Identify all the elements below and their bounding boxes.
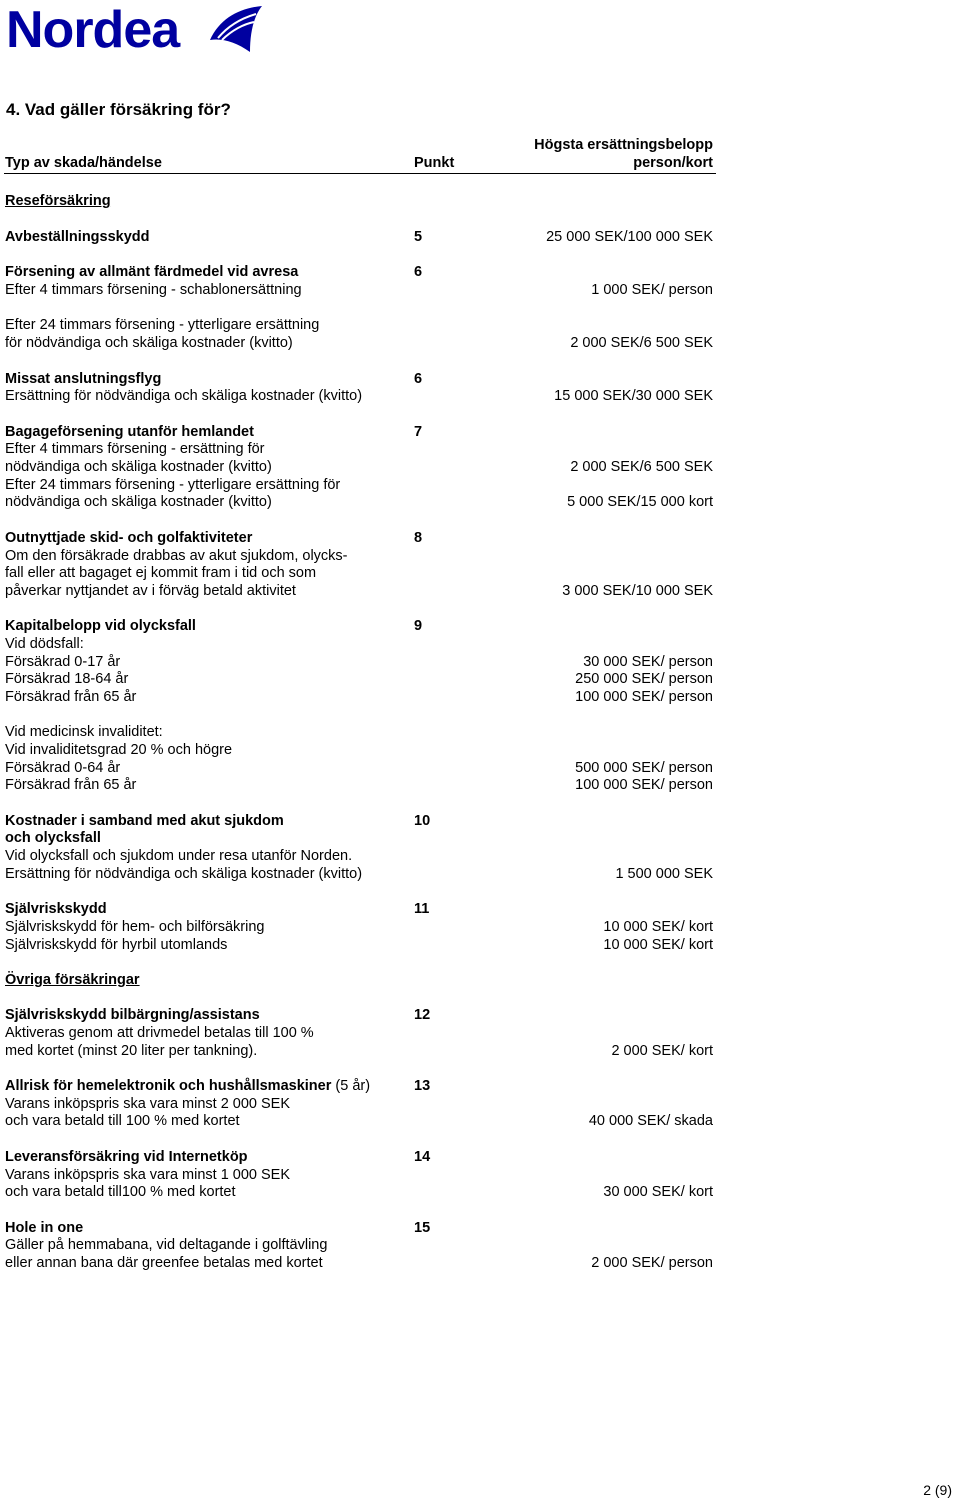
row-amount: 30 000 SEK/ kort (603, 1184, 713, 1200)
row-label: Varans inköpspris ska vara minst 1 000 SEK (5, 1167, 291, 1183)
nordea-logo (6, 1, 262, 59)
row-point: 9 (414, 618, 423, 634)
row-point: 15 (414, 1220, 431, 1236)
row-amount: 500 000 SEK/ person (575, 760, 713, 776)
row-amount: 25 000 SEK/100 000 SEK (546, 229, 713, 245)
row-amount: 1 500 000 SEK (615, 866, 713, 882)
row-label: Ersättning för nödvändiga och skäliga kostnader (kvitto) (5, 866, 363, 882)
row-amount: 10 000 SEK/ kort (603, 919, 713, 935)
row-amount: 10 000 SEK/ kort (603, 937, 713, 953)
row-label: påverkar nyttjandet av i förväg betald aktivitet (5, 583, 296, 599)
row-label: Försening av allmänt färdmedel vid avresa (5, 264, 299, 280)
row-label: och olycksfall (5, 830, 101, 846)
row-amount: 40 000 SEK/ skada (588, 1113, 713, 1129)
row-amount: 2 000 SEK/ person (591, 1255, 713, 1271)
row-point: 6 (414, 264, 423, 280)
row-label: Vid medicinsk invaliditet: (5, 724, 163, 740)
row-label: Efter 4 timmars försening - ersättning för (5, 441, 265, 457)
row-amount: 2 000 SEK/ kort (611, 1043, 713, 1059)
row-label: Efter 24 timmars försening - ytterligare ersättning för (5, 477, 341, 493)
row-point: 6 (414, 371, 423, 387)
row-label: Outnyttjade skid- och golfaktiviteter (5, 530, 253, 546)
group-heading-travel: Reseförsäkring (5, 193, 111, 209)
row-point: 5 (414, 229, 423, 245)
header-amount-line2: person/kort (633, 155, 713, 171)
row-label: med kortet (minst 20 liter per tankning). (5, 1043, 258, 1059)
row-amount: 3 000 SEK/10 000 SEK (562, 583, 713, 599)
logo-sail-icon (206, 4, 264, 54)
row-label: och vara betald till 100 % med kortet (5, 1113, 240, 1129)
row-label: Vid dödsfall: (5, 636, 84, 652)
row-amount: 100 000 SEK/ person (575, 777, 713, 793)
row-label: Aktiveras genom att drivmedel betalas till 100 % (5, 1025, 314, 1041)
row-label: Försäkrad från 65 år (5, 777, 137, 793)
row-label: Bagageförsening utanför hemlandet (5, 424, 254, 440)
row-label: Kostnader i samband med akut sjukdom (5, 813, 284, 829)
row-label: för nödvändiga och skäliga kostnader (kvitto) (5, 335, 293, 351)
row-label: Ersättning för nödvändiga och skäliga kostnader (kvitto) (5, 388, 363, 404)
row-label: Vid olycksfall och sjukdom under resa utanför Norden. (5, 848, 353, 864)
row-point: 8 (414, 530, 423, 546)
row-amount: 1 000 SEK/ person (591, 282, 713, 298)
header-amount-line1: Högsta ersättningsbelopp (534, 137, 713, 153)
row-label: Försäkrad från 65 år (5, 689, 137, 705)
row-amount: 15 000 SEK/30 000 SEK (554, 388, 713, 404)
row-amount: 5 000 SEK/15 000 kort (567, 494, 713, 510)
row-label: Efter 4 timmars försening - schablonersättning (5, 282, 302, 298)
row-point: 14 (414, 1149, 431, 1165)
row-label: eller annan bana där greenfee betalas med kortet (5, 1255, 323, 1271)
row-label: Om den försäkrade drabbas av akut sjukdom, olycks- (5, 548, 348, 564)
row-label: nödvändiga och skäliga kostnader (kvitto) (5, 459, 272, 475)
row-amount: 30 000 SEK/ person (583, 654, 713, 670)
row-point: 7 (414, 424, 423, 440)
row-label: Missat anslutningsflyg (5, 371, 162, 387)
row-label: Självriskskydd bilbärgning/assistans (5, 1007, 260, 1023)
header-point: Punkt (414, 155, 455, 171)
row-label: Självriskskydd (5, 901, 107, 917)
row-label: Hole in one (5, 1220, 84, 1236)
row-point: 12 (414, 1007, 431, 1023)
logo-text: Nordea (6, 1, 180, 59)
row-label: Varans inköpspris ska vara minst 2 000 SEK (5, 1096, 291, 1112)
row-label: Självriskskydd för hyrbil utomlands (5, 937, 228, 953)
section-title: 4. Vad gäller försäkring för? (6, 100, 231, 119)
row-label: Försäkrad 0-17 år (5, 654, 121, 670)
row-label: Avbeställningsskydd (5, 229, 150, 245)
row-label: nödvändiga och skäliga kostnader (kvitto) (5, 494, 272, 510)
row-point: 10 (414, 813, 431, 829)
row-amount: 2 000 SEK/6 500 SEK (570, 459, 713, 475)
row-label: Vid invaliditetsgrad 20 % och högre (5, 742, 233, 758)
row-amount: 2 000 SEK/6 500 SEK (570, 335, 713, 351)
row-amount: 100 000 SEK/ person (575, 689, 713, 705)
row-label: fall eller att bagaget ej kommit fram i tid och som (5, 565, 317, 581)
row-label: Självriskskydd för hem- och bilförsäkring (5, 919, 265, 935)
header-type: Typ av skada/händelse (5, 155, 162, 171)
row-label: Gäller på hemmabana, vid deltagande i golftävling (5, 1237, 328, 1253)
row-point: 11 (414, 901, 430, 917)
row-point: 13 (414, 1078, 431, 1094)
header-divider (4, 173, 716, 174)
row-label: Allrisk för hemelektronik och hushållsmaskiner (5 år) (5, 1078, 371, 1094)
row-label: Efter 24 timmars försening - ytterligare ersättning (5, 317, 320, 333)
row-label: Kapitalbelopp vid olycksfall (5, 618, 196, 634)
row-amount: 250 000 SEK/ person (575, 671, 713, 687)
row-label: Leveransförsäkring vid Internetköp (5, 1149, 248, 1165)
group-heading-other: Övriga försäkringar (5, 972, 140, 988)
row-label: Försäkrad 0-64 år (5, 760, 121, 776)
row-label: och vara betald till100 % med kortet (5, 1184, 236, 1200)
row-label: Försäkrad 18-64 år (5, 671, 129, 687)
page-number: 2 (9) (923, 1482, 952, 1498)
